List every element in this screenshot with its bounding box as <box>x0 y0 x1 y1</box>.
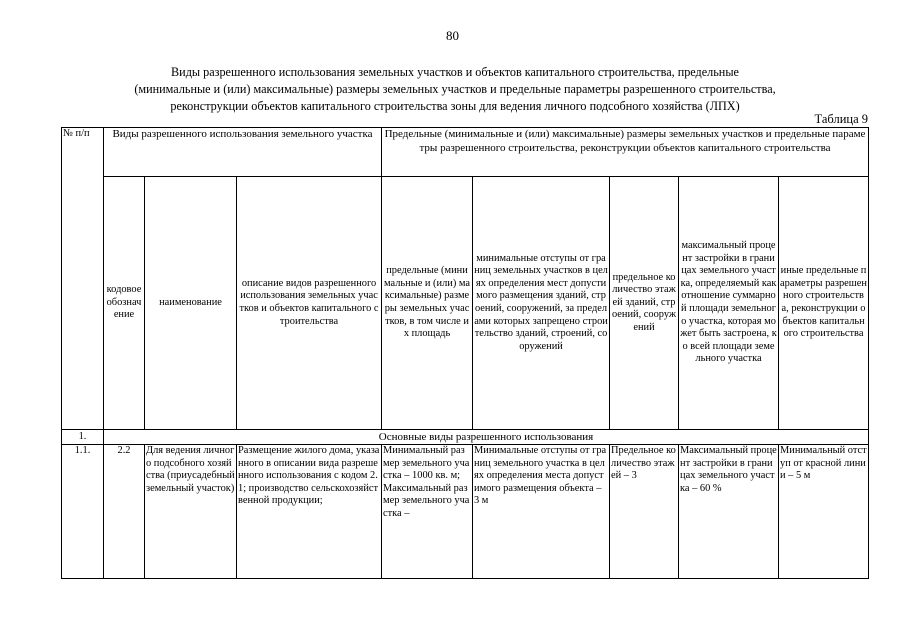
title-line: реконструкции объектов капитального строительства зоны для ведения личного подсобного хозяйства (ЛПХ) <box>170 99 740 113</box>
header-coverage: максимальный процент застройки в границах земельного участка, определяемый как отношение суммарной площади земельного участка, которая может быть застроена, ко всей площади земельного участка <box>679 177 779 430</box>
header-group-limits: Предельные (минимальные и (или) максимальные) размеры земельных участков и предельные параметры разрешенного строительства, реконструкции объектов капитального строительства <box>382 128 869 177</box>
header-setbacks: минимальные отступы от границ земельных участков в целях определения мест допустимого размещения зданий, строений, сооружений, за пределами которых запрещено строительство зданий, строений, сооружений <box>473 177 610 430</box>
title-line: Виды разрешенного использования земельных участков и объектов капитального строительства, предельные <box>171 65 739 79</box>
page-number: 80 <box>446 28 459 43</box>
header-name: наименование <box>145 177 237 430</box>
table-label: Таблица 9 <box>814 112 868 126</box>
header-floors: предельное количество этажей зданий, строений, сооружений <box>610 177 679 430</box>
row-other: Минимальный отступ от красной линии – 5 м <box>779 445 869 579</box>
row-coverage: Максимальный процент застройки в границах земельного участка – 60 % <box>679 445 779 579</box>
row-size: Минимальный размер земельного участка – 1000 кв. м; Максимальный размер земельного участка – <box>382 445 473 579</box>
section-number: 1. <box>62 430 104 445</box>
header-group-use-types: Виды разрешенного использования земельного участка <box>104 128 382 177</box>
header-other: иные предельные параметры разрешенного строительства, реконструкции объектов капитального строительства <box>779 177 869 430</box>
document-title <box>40 64 870 115</box>
title-line: (минимальные и (или) максимальные) размеры земельных участков и предельные параметры разрешенного строительства, <box>134 82 776 96</box>
row-floors: Предельное количество этажей – 3 <box>610 445 679 579</box>
row-code: 2.2 <box>104 445 145 579</box>
zoning-table <box>61 127 869 579</box>
header-code: кодовое обозначение <box>104 177 145 430</box>
row-number: 1.1. <box>62 445 104 579</box>
header-description: описание видов разрешенного использования земельных участков и объектов капитального строительства <box>237 177 382 430</box>
row-description: Размещение жилого дома, указанного в описании вида разрешенного использования с кодом 2.1; производство сельскохозяйственной продукции; <box>237 445 382 579</box>
row-name: Для ведения личного подсобного хозяйства (приусадебный земельный участок) <box>145 445 237 579</box>
header-number: № п/п <box>62 128 104 430</box>
header-size: предельные (минимальные и (или) максимальные) размеры земельных участков, в том числе их площадь <box>382 177 473 430</box>
row-setbacks: Минимальные отступы от границ земельного участка в целях определения места допустимого размещения объекта – 3 м <box>473 445 610 579</box>
section-title: Основные виды разрешенного использования <box>104 430 869 445</box>
